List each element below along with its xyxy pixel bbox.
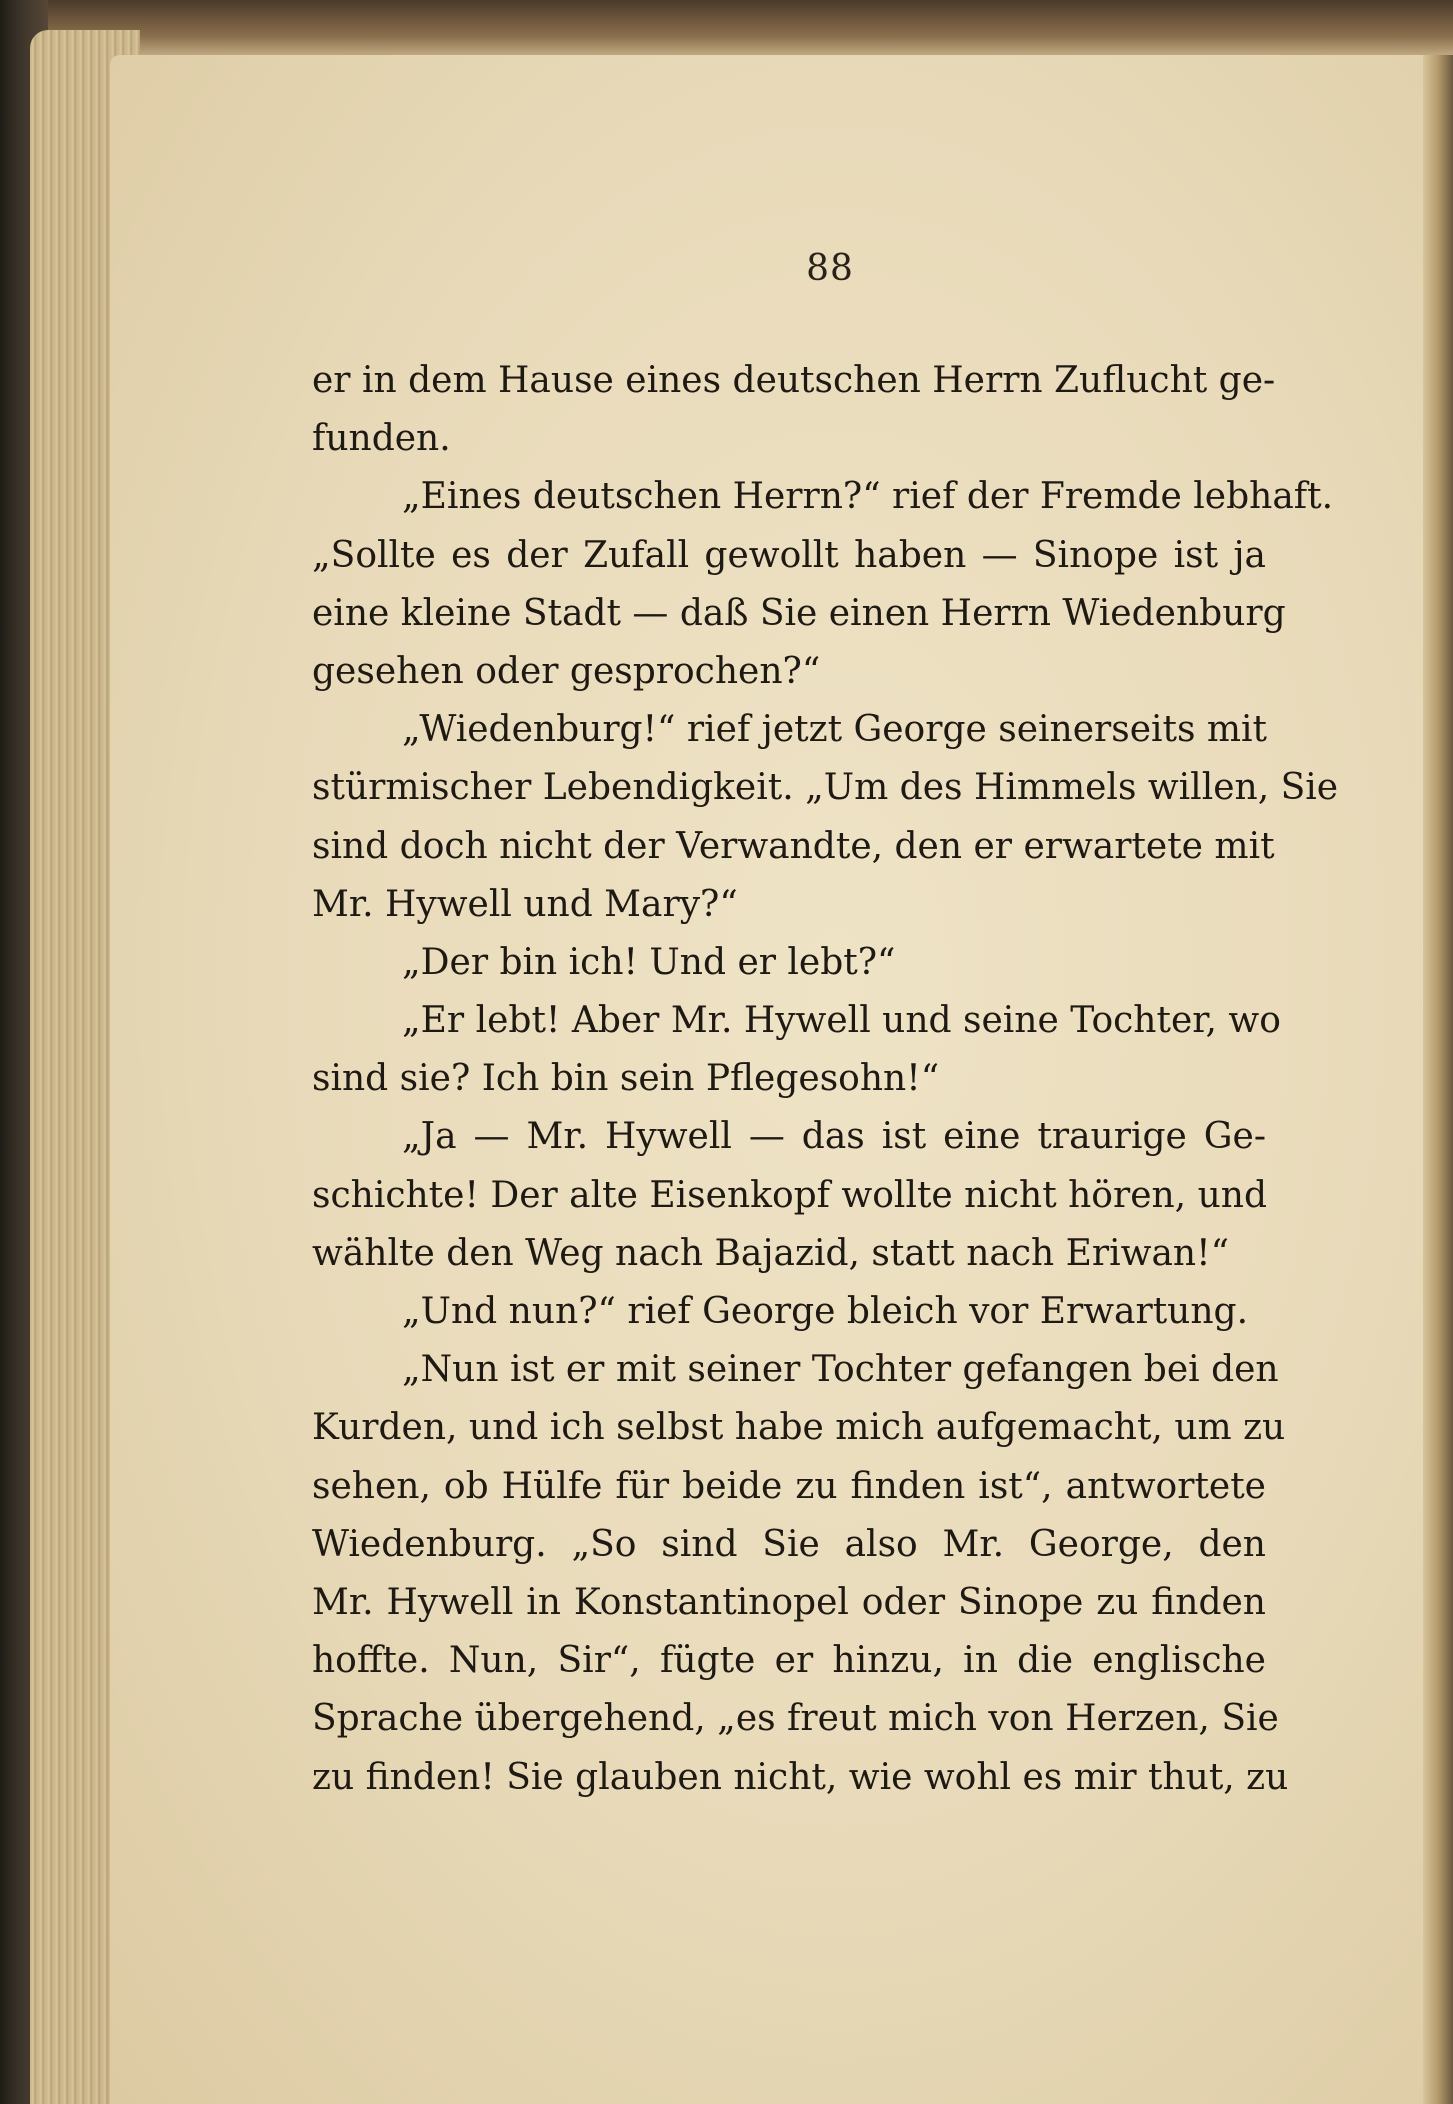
text-line: eine kleine Stadt — daß Sie einen Herrn Wiedenburg [312, 592, 1286, 634]
text-line: er in dem Hause eines deutschen Herrn Zuflucht ge- [312, 360, 1276, 401]
text-line: Sprache übergehend, „es freut mich von Herzen, Sie [312, 1698, 1279, 1740]
text-line: funden. [312, 418, 451, 460]
text-line: Wiedenburg. „So sind Sie also Mr. George, den [312, 1523, 1266, 1565]
text-line: „Er lebt! Aber Mr. Hywell und seine Tochter, wo [402, 1000, 1281, 1042]
text-line: Kurden, und ich selbst habe mich aufgemacht, um zu [312, 1407, 1286, 1449]
text-line: schichte! Der alte Eisenkopf wollte nicht hören, und [312, 1174, 1267, 1216]
text-line: gesehen oder gesprochen?“ [312, 650, 821, 692]
book-gutter [1423, 55, 1453, 2104]
text-line: zu finden! Sie glauben nicht, wie wohl es mir thut, zu [312, 1756, 1289, 1798]
text-line: Mr. Hywell und Mary?“ [312, 883, 738, 925]
text-line: wählte den Weg nach Bajazid, statt nach Eriwan!“ [312, 1232, 1229, 1274]
text-line: sehen, ob Hülfe für beide zu finden ist“, antwortete [312, 1465, 1266, 1507]
text-line: sind sie? Ich bin sein Pflegesohn!“ [312, 1058, 940, 1100]
text-line: „Sollte es der Zufall gewollt haben — Sinope ist ja [312, 534, 1266, 576]
book-top-edge [0, 0, 1453, 60]
text-line: hoffte. Nun, Sir“, fügte er hinzu, in die englische [312, 1640, 1266, 1682]
text-line: „Der bin ich! Und er lebt?“ [402, 941, 896, 983]
text-line: Mr. Hywell in Konstantinopel oder Sinope zu finden [312, 1581, 1266, 1623]
text-line: „Wiedenburg!“ rief jetzt George seinerseits mit [402, 709, 1268, 751]
page-number: 88 [806, 248, 854, 289]
text-line: „Eines deutschen Herrn?“ rief der Fremde lebhaft. [402, 476, 1334, 518]
text-line: „Ja — Mr. Hywell — das ist eine traurige Ge- [402, 1116, 1266, 1158]
page-text [312, 352, 1339, 1807]
text-line: „Und nun?“ rief George bleich vor Erwartung. [402, 1291, 1249, 1332]
text-line: „Nun ist er mit seiner Tochter gefangen bei den [402, 1349, 1279, 1391]
text-line: stürmischer Lebendigkeit. „Um des Himmels willen, Sie [312, 767, 1339, 809]
text-line: sind doch nicht der Verwandte, den er erwartete mit [312, 825, 1275, 867]
